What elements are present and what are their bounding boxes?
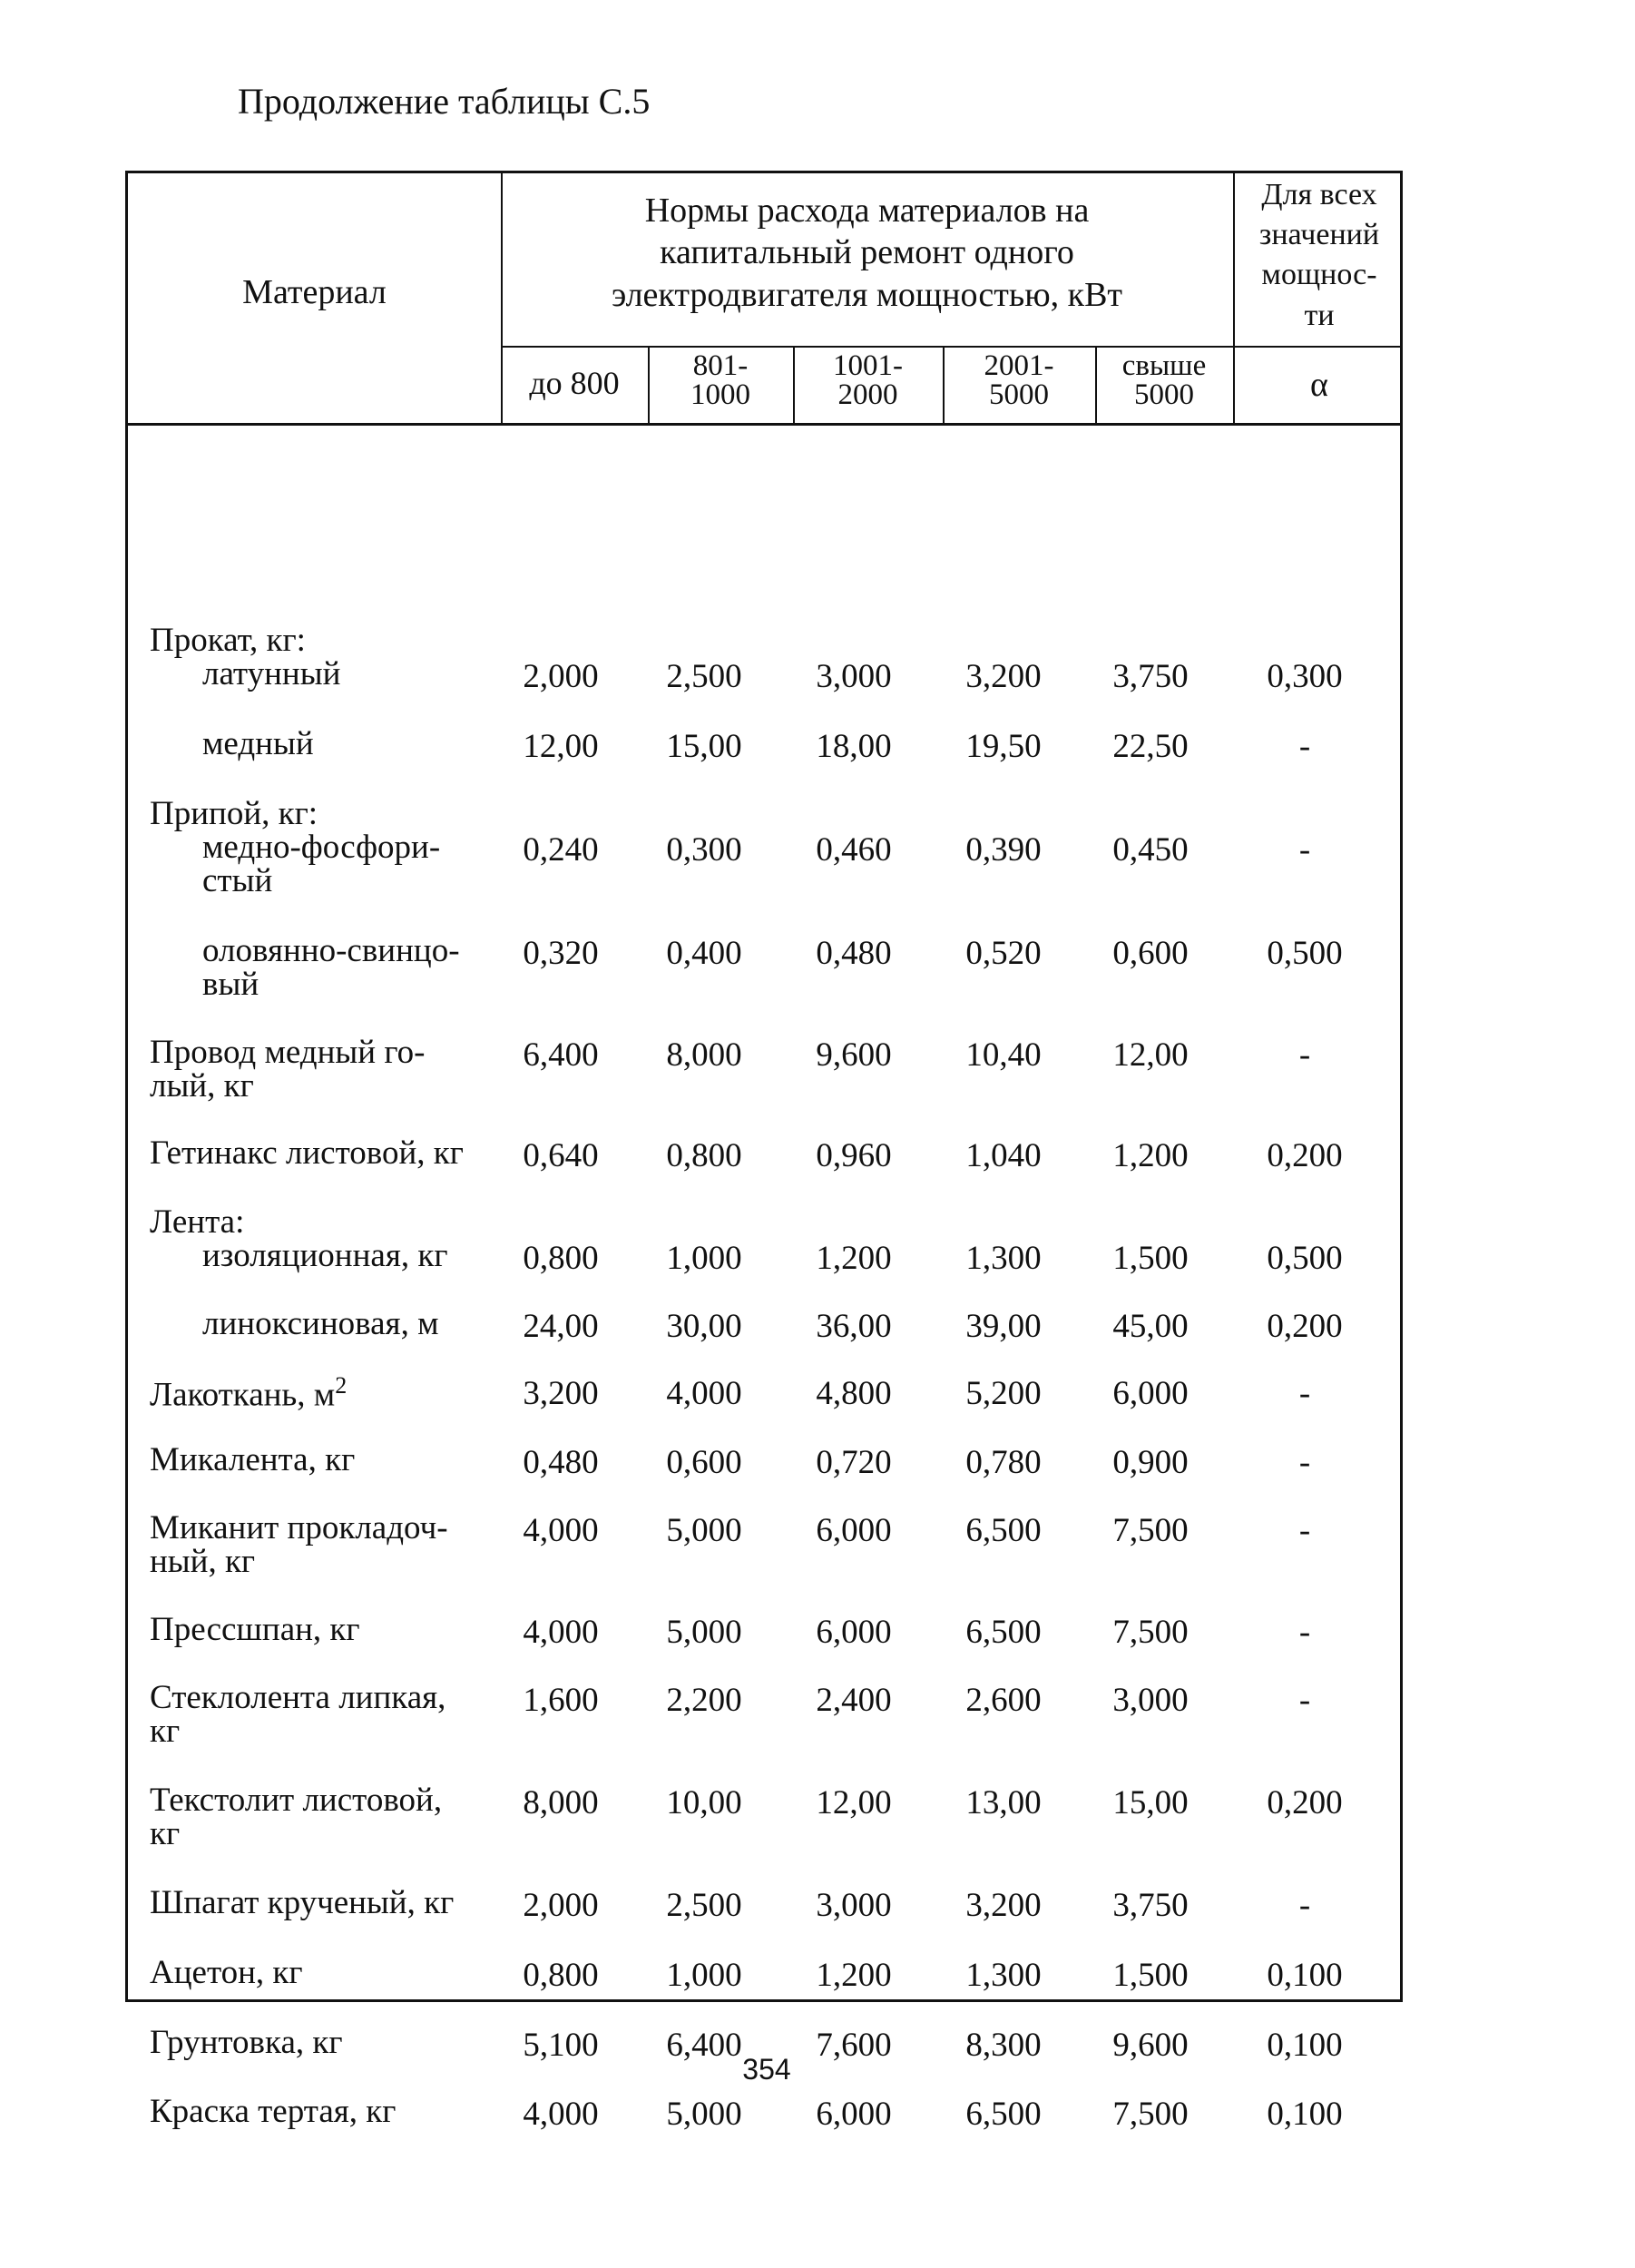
material-name: Стеклолента липкая, [150, 1679, 446, 1716]
header-col-line: 801- [692, 349, 749, 382]
value-cell: 6,000 [816, 2096, 892, 2133]
value-cell: - [1298, 1887, 1311, 1924]
header-col-over-5000 [1095, 351, 1233, 410]
value-cell: - [1298, 1512, 1311, 1549]
table-header [128, 173, 1400, 426]
value-cell: 3,000 [816, 1887, 892, 1924]
material-cell [150, 1613, 504, 1646]
value-cell: 0,460 [816, 831, 892, 869]
value-cell: 1,200 [1112, 1137, 1189, 1174]
value-cell: 15,00 [1112, 1784, 1189, 1821]
material-name: оловянно-свинцо- [202, 932, 460, 969]
material-name-cont: ный, кг [150, 1543, 256, 1580]
value-cell: 3,000 [1112, 1682, 1189, 1719]
material-name: линоксиновая, м [202, 1305, 439, 1342]
value-cell: 0,480 [816, 935, 892, 972]
value-cell: 24,00 [523, 1308, 599, 1345]
header-col-line: 1000 [690, 378, 750, 412]
material-group-label: Припой, кг: [150, 795, 318, 832]
header-norms-line: электродвигателя мощностью, кВт [611, 275, 1123, 314]
value-cell: 6,000 [1112, 1375, 1189, 1412]
material-cell [150, 2095, 504, 2128]
value-cell: 4,800 [816, 1375, 892, 1412]
value-cell: 6,500 [965, 1614, 1042, 1651]
value-cell: - [1298, 1614, 1311, 1651]
value-cell: 2,000 [523, 658, 599, 695]
value-cell: 3,750 [1112, 1887, 1189, 1924]
material-cell [150, 1307, 504, 1340]
value-cell: 2,500 [666, 658, 742, 695]
value-cell: 1,200 [816, 1957, 892, 1994]
material-cell [150, 1205, 504, 1272]
value-cell: 3,000 [816, 658, 892, 695]
header-col-1001-2000 [793, 351, 943, 410]
value-cell: 0,100 [1267, 2096, 1343, 2133]
value-cell: 0,200 [1267, 1308, 1343, 1345]
table-caption: Продолжение таблицы С.5 [238, 81, 651, 122]
value-cell: 6,400 [523, 1036, 599, 1074]
value-cell: 0,520 [965, 935, 1042, 972]
value-cell: 39,00 [965, 1308, 1042, 1345]
material-name: медный [202, 725, 314, 762]
value-cell: 0,780 [965, 1444, 1042, 1481]
value-cell: 0,600 [666, 1444, 742, 1481]
value-cell: 15,00 [666, 728, 742, 765]
value-cell: 3,200 [523, 1375, 599, 1412]
value-cell: 1,000 [666, 1240, 742, 1277]
header-col-801-1000 [648, 351, 793, 410]
page-number: 354 [742, 2053, 791, 2086]
value-cell: 0,390 [965, 831, 1042, 869]
value-cell: 0,320 [523, 935, 599, 972]
value-cell: 0,100 [1267, 1957, 1343, 1994]
material-group-label: Лента: [150, 1203, 245, 1241]
value-cell: 7,500 [1112, 1614, 1189, 1651]
header-col-alpha: α [1310, 366, 1328, 404]
value-cell: 6,400 [666, 2027, 742, 2064]
value-cell: 10,40 [965, 1036, 1042, 1074]
value-cell: 5,200 [965, 1375, 1042, 1412]
header-all-line: ти [1304, 298, 1335, 332]
value-cell: 0,300 [666, 831, 742, 869]
material-name: латунный [202, 655, 341, 692]
value-cell: 0,600 [1112, 935, 1189, 972]
header-col-line: 5000 [1134, 378, 1194, 412]
material-name: Ацетон, кг [150, 1954, 303, 1991]
header-all-line: Для всех [1261, 178, 1377, 211]
value-cell: 0,640 [523, 1137, 599, 1174]
header-col-line: 2000 [837, 378, 898, 412]
material-cell [150, 1443, 504, 1477]
unit-superscript: 2 [335, 1372, 348, 1399]
value-cell: 30,00 [666, 1308, 742, 1345]
value-cell: 1,500 [1112, 1240, 1189, 1277]
value-cell: 0,100 [1267, 2027, 1343, 2064]
material-cell [150, 1136, 504, 1170]
material-name: Шпагат крученый, кг [150, 1884, 455, 1921]
value-cell: 1,000 [666, 1957, 742, 1994]
value-cell: 0,200 [1267, 1137, 1343, 1174]
material-cell [150, 1036, 504, 1103]
value-cell: - [1298, 1682, 1311, 1719]
value-cell: 2,500 [666, 1887, 742, 1924]
value-cell: 7,500 [1112, 2096, 1189, 2133]
value-cell: 5,100 [523, 2027, 599, 2064]
value-cell: 0,800 [523, 1240, 599, 1277]
material-name-cont: стый [202, 862, 273, 899]
value-cell: 4,000 [523, 1512, 599, 1549]
header-all-values [1233, 175, 1405, 336]
header-material: Материал [242, 273, 387, 311]
material-name: Краска тертая, кг [150, 2093, 397, 2130]
value-cell: - [1298, 1444, 1311, 1481]
value-cell: 1,600 [523, 1682, 599, 1719]
value-cell: 0,500 [1267, 935, 1343, 972]
material-cell [150, 1372, 504, 1414]
value-cell: 6,500 [965, 1512, 1042, 1549]
value-cell: 0,300 [1267, 658, 1343, 695]
value-cell: 0,720 [816, 1444, 892, 1481]
value-cell: 2,400 [816, 1682, 892, 1719]
value-cell: 1,300 [965, 1957, 1042, 1994]
material-name-cont: кг [150, 1713, 181, 1750]
header-all-line: мощнос- [1261, 258, 1377, 292]
value-cell: 10,00 [666, 1784, 742, 1821]
header-norms-line: Нормы расхода материалов на [644, 191, 1090, 230]
value-cell: 0,500 [1267, 1240, 1343, 1277]
material-cell [150, 934, 504, 1001]
material-name: медно-фосфори- [202, 829, 441, 866]
value-cell: 3,200 [965, 658, 1042, 695]
value-cell: 2,200 [666, 1682, 742, 1719]
value-cell: 0,480 [523, 1444, 599, 1481]
value-cell: 5,000 [666, 1512, 742, 1549]
value-cell: 8,300 [965, 2027, 1042, 2064]
value-cell: 2,000 [523, 1887, 599, 1924]
material-cell [150, 727, 504, 761]
value-cell: 8,000 [666, 1036, 742, 1074]
value-cell: 0,800 [523, 1957, 599, 1994]
material-cell [150, 623, 504, 691]
header-col-upto-800: до 800 [529, 365, 620, 401]
header-col-line: свыше [1121, 349, 1207, 382]
material-cell [150, 1886, 504, 1919]
value-cell: 18,00 [816, 728, 892, 765]
value-cell: 0,450 [1112, 831, 1189, 869]
material-name: Провод медный го- [150, 1034, 426, 1071]
material-group-label: Прокат, кг: [150, 622, 306, 659]
header-all-line: значений [1258, 218, 1380, 252]
material-name: Лакоткань, $м^2$ [150, 1372, 348, 1414]
value-cell: 2,600 [965, 1682, 1042, 1719]
value-cell: 1,200 [816, 1240, 892, 1277]
value-cell: 0,900 [1112, 1444, 1189, 1481]
material-cell [150, 1783, 504, 1851]
value-cell: 6,000 [816, 1512, 892, 1549]
value-cell: 7,600 [816, 2027, 892, 2064]
value-cell: 19,50 [965, 728, 1042, 765]
material-name: Грунтовка, кг [150, 2024, 343, 2061]
header-norms [501, 190, 1233, 316]
value-cell: 12,00 [523, 728, 599, 765]
material-name: Микалента, кг [150, 1441, 356, 1478]
value-cell: 0,960 [816, 1137, 892, 1174]
material-name-cont: лый, кг [150, 1067, 254, 1105]
material-cell [150, 1511, 504, 1578]
value-cell: 6,000 [816, 1614, 892, 1651]
value-cell: 0,400 [666, 935, 742, 972]
value-cell: 12,00 [1112, 1036, 1189, 1074]
header-col-line: 2001- [984, 349, 1054, 382]
material-name: Гетинакс листовой, кг [150, 1134, 464, 1172]
value-cell: 9,600 [816, 1036, 892, 1074]
value-cell: 5,000 [666, 1614, 742, 1651]
value-cell: 5,000 [666, 2096, 742, 2133]
value-cell: 8,000 [523, 1784, 599, 1821]
value-cell: 4,000 [666, 1375, 742, 1412]
value-cell: 4,000 [523, 1614, 599, 1651]
header-col-2001-5000 [943, 351, 1095, 410]
value-cell: - [1298, 831, 1311, 869]
material-name: Прессшпан, кг [150, 1611, 360, 1648]
value-cell: 1,040 [965, 1137, 1042, 1174]
material-cell [150, 1956, 504, 1989]
value-cell: 7,500 [1112, 1512, 1189, 1549]
material-name: изоляционная, кг [202, 1237, 448, 1274]
value-cell: - [1298, 1375, 1311, 1412]
material-name: Текстолит листовой, [150, 1782, 443, 1819]
value-cell: 13,00 [965, 1784, 1042, 1821]
material-cell [150, 797, 504, 898]
value-cell: 0,800 [666, 1137, 742, 1174]
material-cell [150, 1681, 504, 1748]
value-cell: 22,50 [1112, 728, 1189, 765]
value-cell: 4,000 [523, 2096, 599, 2133]
value-cell: 9,600 [1112, 2027, 1189, 2064]
value-cell: - [1298, 1036, 1311, 1074]
value-cell: 3,200 [965, 1887, 1042, 1924]
header-col-line: 1001- [833, 349, 903, 382]
material-name: Миканит прокладоч- [150, 1509, 448, 1546]
value-cell: 6,500 [965, 2096, 1042, 2133]
value-cell: - [1298, 728, 1311, 765]
value-cell: 1,500 [1112, 1957, 1189, 1994]
material-name-cont: вый [202, 966, 259, 1003]
value-cell: 36,00 [816, 1308, 892, 1345]
material-name-cont: кг [150, 1815, 181, 1852]
value-cell: 0,240 [523, 831, 599, 869]
value-cell: 3,750 [1112, 658, 1189, 695]
header-norms-line: капитальный ремонт одного [660, 233, 1074, 272]
value-cell: 0,200 [1267, 1784, 1343, 1821]
header-col-line: 5000 [989, 378, 1049, 412]
value-cell: 1,300 [965, 1240, 1042, 1277]
value-cell: 12,00 [816, 1784, 892, 1821]
value-cell: 45,00 [1112, 1308, 1189, 1345]
